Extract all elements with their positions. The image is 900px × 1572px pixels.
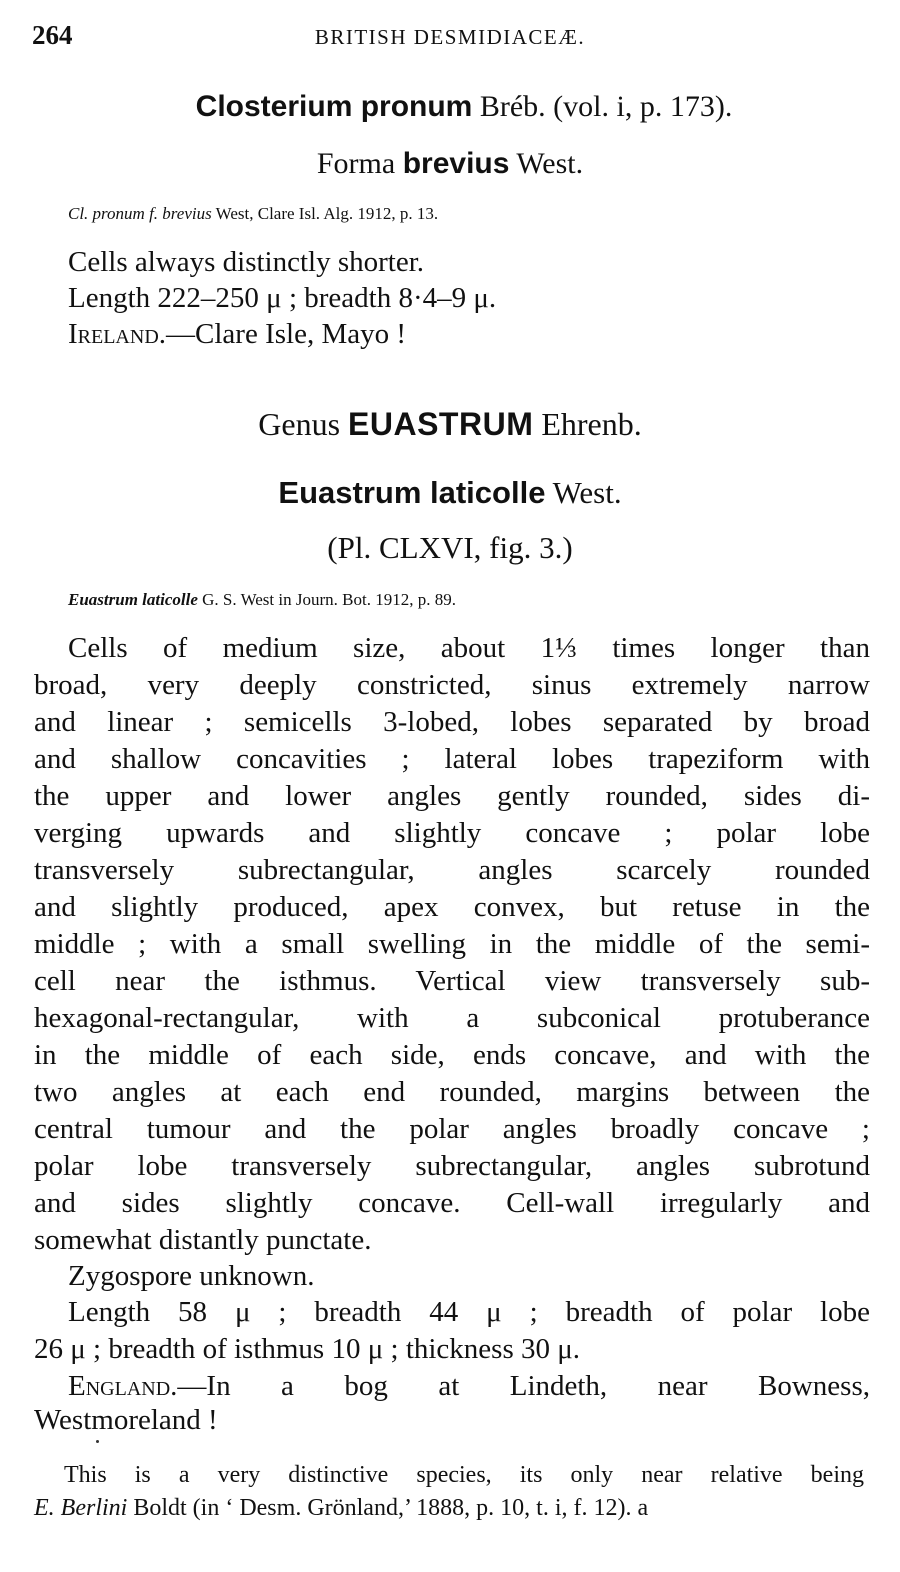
locality-line-continued: Westmoreland !	[34, 1404, 218, 1436]
genus-name: EUASTRUM	[348, 406, 534, 442]
description-line: polar lobe transversely subrectangular, angles subrotund	[34, 1150, 870, 1182]
locality-text: —In a bog at Lindeth, near Bowness,	[177, 1370, 870, 1402]
description-line: central tumour and the polar angles broadly concave ;	[34, 1113, 870, 1145]
citation-source: West, Clare Isl. Alg. 1912, p. 13.	[211, 204, 439, 223]
note-taxon: E. Berlini	[34, 1495, 128, 1521]
species-name: Closterium pronum	[195, 90, 473, 123]
description-line: Cells of medium size, about 1⅓ times longer than	[68, 632, 870, 664]
description-line: and linear ; semicells 3-lobed, lobes separated by broad	[34, 706, 870, 738]
measurement-line: Length 58 μ ; breadth 44 μ ; breadth of polar lobe	[68, 1296, 870, 1328]
description-line: somewhat distantly punctate.	[34, 1224, 372, 1256]
note-line: This is a very distinctive species, its only near relative being	[64, 1462, 864, 1488]
zygospore-line: Zygospore unknown.	[68, 1260, 315, 1292]
species-authority: Bréb. (vol. i, p. 173).	[472, 90, 733, 123]
description-line: middle ; with a small swelling in the middle of the semi-	[34, 928, 870, 960]
description-line: the upper and lower angles gently rounded, sides di-	[34, 780, 870, 812]
forma-name: brevius	[402, 147, 510, 180]
genus-author: Ehrenb.	[533, 406, 642, 442]
citation-taxon: Cl. pronum f. brevius	[68, 204, 212, 223]
plate-reference: (Pl. CLXVI, fig. 3.)	[327, 530, 573, 565]
page-number: 264	[32, 20, 73, 50]
locality-line	[68, 1368, 870, 1404]
locality-label: England.	[68, 1370, 178, 1402]
species-author: West.	[545, 475, 622, 510]
description-line: verging upwards and slightly concave ; polar lobe	[34, 817, 870, 849]
description-line: and slightly produced, apex convex, but retuse in the	[34, 891, 870, 923]
genus-prefix: Genus	[258, 406, 349, 442]
description-line: transversely subrectangular, angles scarcely rounded	[34, 854, 870, 886]
locality-label: Ireland.	[68, 318, 167, 350]
note-line	[34, 1495, 648, 1522]
stray-ink-mark	[96, 1440, 99, 1443]
body-line: Length 222–250 μ ; breadth 8·4–9 μ.	[68, 282, 497, 314]
species-name: Euastrum laticolle	[278, 475, 546, 510]
description-line: broad, very deeply constricted, sinus extremely narrow	[34, 669, 870, 701]
note-text: Boldt (in ‘ Desm. Grönland,’ 1888, p. 10, t. i, f. 12). a	[127, 1495, 649, 1521]
locality-text: —Clare Isle, Mayo !	[166, 318, 407, 350]
measurement-line: 26 μ ; breadth of isthmus 10 μ ; thickness 30 μ.	[34, 1333, 581, 1365]
forma-author: West.	[509, 147, 584, 180]
description-line: two angles at each end rounded, margins between the	[34, 1076, 870, 1108]
description-line: in the middle of each side, ends concave, and with the	[34, 1039, 870, 1071]
running-title: BRITISH DESMIDIACEÆ.	[314, 25, 586, 49]
description-line: cell near the isthmus. Vertical view transversely sub-	[34, 965, 870, 997]
description-line: and sides slightly concave. Cell-wall irregularly and	[34, 1187, 870, 1219]
description-line: hexagonal-rectangular, with a subconical protuberance	[34, 1002, 870, 1034]
citation-source: G. S. West in Journ. Bot. 1912, p. 89.	[197, 590, 456, 609]
description-line: and shallow concavities ; lateral lobes trapeziform with	[34, 743, 870, 775]
body-line: Cells always distinctly shorter.	[68, 246, 425, 278]
forma-prefix: Forma	[316, 147, 403, 180]
citation-taxon: Euastrum laticolle	[68, 590, 198, 609]
